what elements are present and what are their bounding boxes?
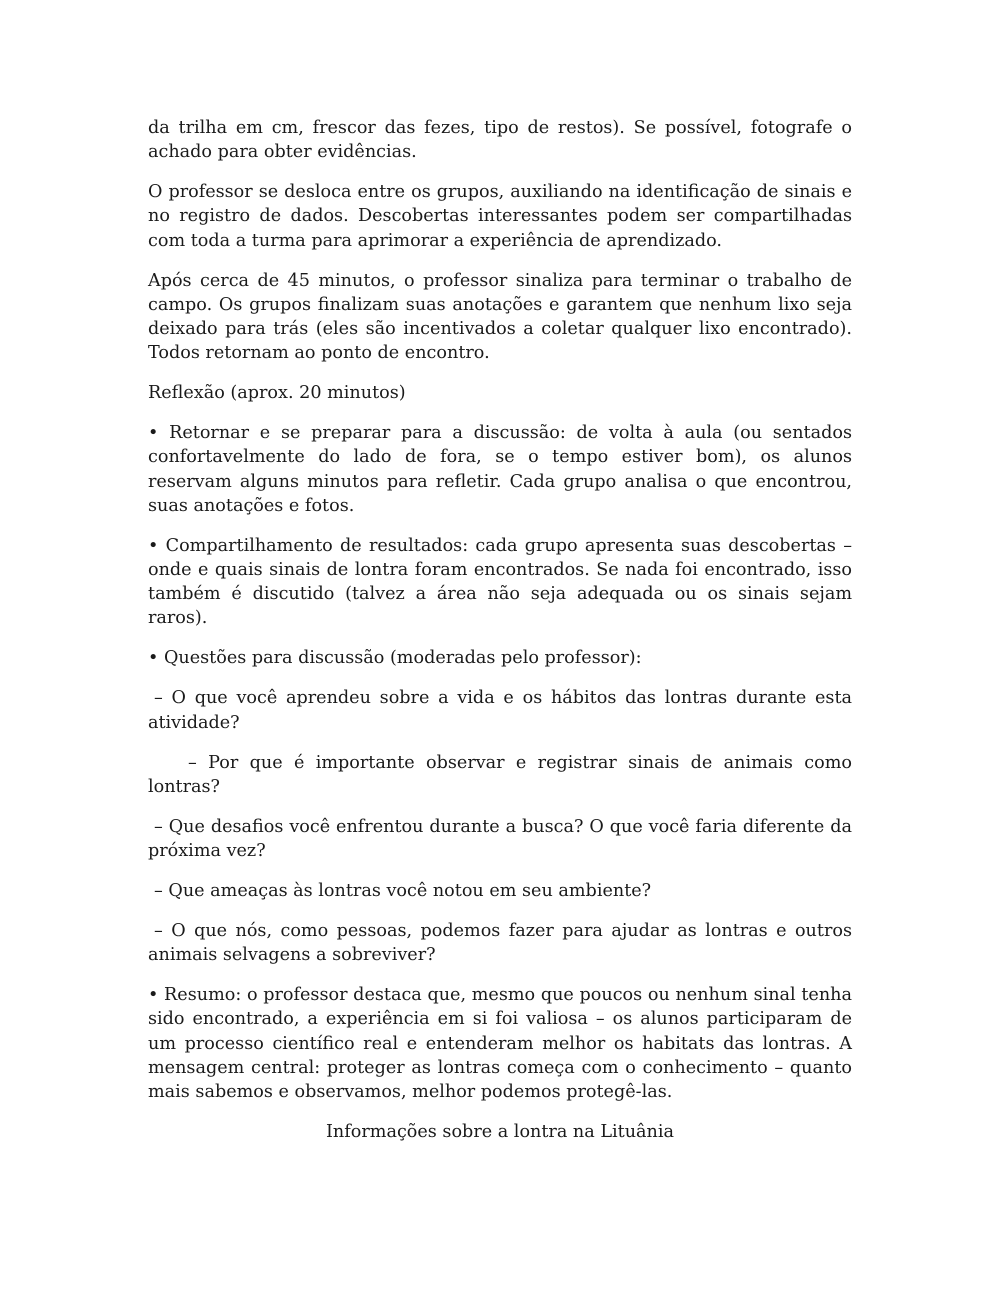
question-item: – Que desafios você enfrentou durante a busca? O que você faria diferente da próxima vez? — [148, 816, 852, 862]
question-item: – O que nós, como pessoas, podemos fazer para ajudar as lontras e outros animais selvagens a sobreviver? — [148, 921, 852, 966]
page-body — [148, 116, 852, 1160]
reflection-heading: Reflexão (aprox. 20 minutos) — [148, 383, 406, 404]
bullet-discussion-questions: • Questões para discussão (moderadas pelo professor): — [148, 648, 642, 669]
bullet-summary: • Resumo: o professor destaca que, mesmo que poucos ou nenhum sinal tenha sido encontrado, a experiência em si foi valiosa – os alunos participaram de um processo científico real e entenderam melhor os habitats das lontras. A mensagem central: proteger as lontras começa com o conhecimento – quanto mais sabemos e observamos, melhor podemos protegê-las. — [148, 985, 852, 1103]
paragraph-evidence: da trilha em cm, frescor das fezes, tipo de restos). Se possível, fotografe o achado para obter evidências. — [148, 118, 852, 163]
paragraph-teacher-moves: O professor se desloca entre os grupos, auxiliando na identificação de sinais e no registro de dados. Descobertas interessantes podem ser compartilhadas com toda a turma para aprimorar a experiência de aprendizado. — [148, 182, 852, 251]
bullet-sharing-results: • Compartilhamento de resultados: cada grupo apresenta suas descobertas – onde e quais sinais de lontra foram encontrados. Se nada foi encontrado, isso também é discutido (talvez a área não seja adequada ou os sinais sejam raros). — [148, 535, 852, 629]
question-item: – Que ameaças às lontras você notou em seu ambiente? — [154, 881, 652, 902]
paragraph-fieldwork-end: Após cerca de 45 minutos, o professor sinaliza para terminar o trabalho de campo. Os grupos finalizam suas anotações e garantem que nenhum lixo seja deixado para trás (eles são incentivados a coletar qualquer lixo encontrado). Todos retornam ao ponto de encontro. — [148, 270, 852, 364]
question-item: – Por que é importante observar e registrar sinais de animais como lontras? — [148, 752, 852, 797]
section-title: Informações sobre a lontra na Lituânia — [325, 1122, 674, 1143]
question-item: – O que você aprendeu sobre a vida e os hábitos das lontras durante esta atividade? — [148, 688, 852, 733]
bullet-return-discussion: • Retornar e se preparar para a discussão: de volta à aula (ou sentados confortavelmente do lado de fora, se o tempo estiver bom), os alunos reservam alguns minutos para refletir. Cada grupo analisa o que encontrou, suas anotações e fotos. — [148, 423, 852, 516]
